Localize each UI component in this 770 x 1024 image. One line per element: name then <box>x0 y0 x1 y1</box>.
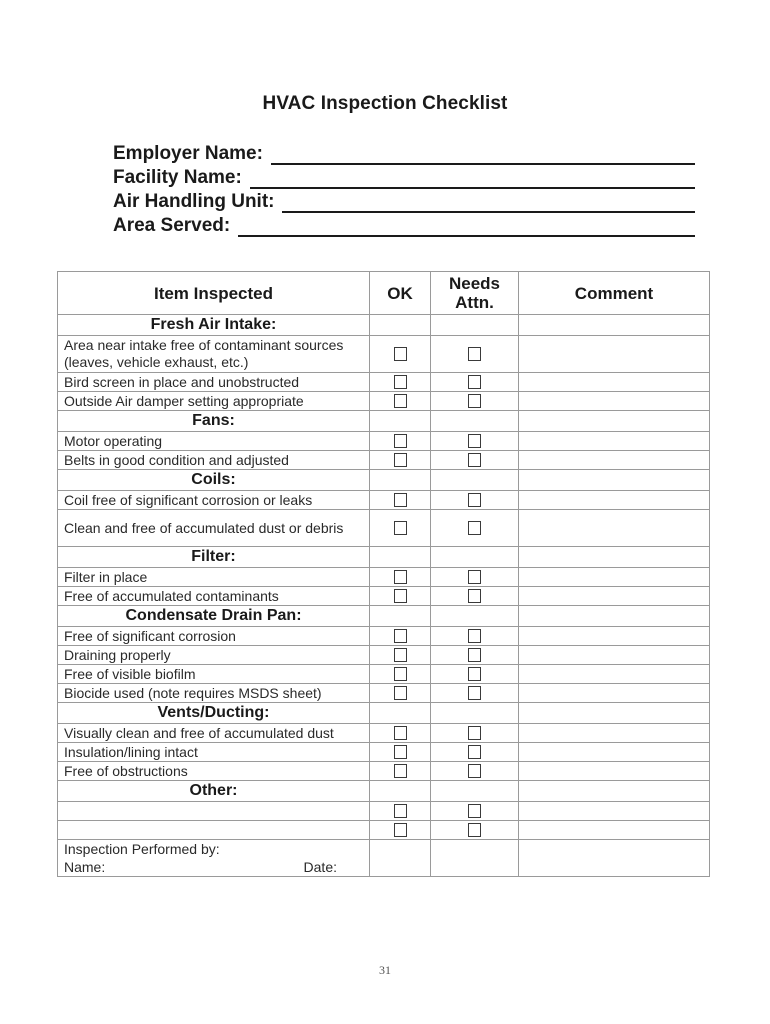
item-label: Filter in place <box>58 568 370 587</box>
ok-checkbox[interactable] <box>394 570 407 584</box>
comment-cell[interactable] <box>519 646 710 665</box>
table-body <box>58 315 710 840</box>
checklist-row <box>58 491 710 510</box>
comment-cell <box>519 411 710 432</box>
ok-cell <box>370 568 431 587</box>
comment-cell[interactable] <box>519 336 710 373</box>
ok-cell <box>370 762 431 781</box>
needs-attn-cell <box>431 451 519 470</box>
checklist-row <box>58 724 710 743</box>
item-label: Biocide used (note requires MSDS sheet) <box>58 684 370 703</box>
needs-attn-checkbox[interactable] <box>468 629 481 643</box>
checklist-row <box>58 627 710 646</box>
needs-attn-cell <box>431 724 519 743</box>
empty-cell <box>431 411 519 432</box>
checklist-row <box>58 821 710 840</box>
section-title: Coils: <box>58 470 370 491</box>
comment-cell[interactable] <box>519 802 710 821</box>
empty-cell <box>370 547 431 568</box>
empty-cell <box>370 703 431 724</box>
needs-attn-checkbox[interactable] <box>468 394 481 408</box>
needs-attn-cell <box>431 802 519 821</box>
item-label: Clean and free of accumulated dust or debris <box>58 510 370 547</box>
ok-cell <box>370 432 431 451</box>
needs-attn-cell <box>431 432 519 451</box>
ok-cell <box>370 646 431 665</box>
needs-attn-checkbox[interactable] <box>468 764 481 778</box>
needs-attn-checkbox[interactable] <box>468 453 481 467</box>
item-label: Outside Air damper setting appropriate <box>58 392 370 411</box>
section-row <box>58 547 710 568</box>
footer-row <box>58 840 710 877</box>
comment-cell[interactable] <box>519 451 710 470</box>
inspection-performed-by-label: Inspection Performed by: <box>64 841 220 857</box>
comment-cell[interactable] <box>519 743 710 762</box>
needs-attn-checkbox[interactable] <box>468 570 481 584</box>
needs-attn-cell <box>431 743 519 762</box>
item-label <box>58 802 370 821</box>
needs-attn-checkbox[interactable] <box>468 726 481 740</box>
field-line[interactable] <box>282 193 695 213</box>
checklist-row <box>58 510 710 547</box>
item-label: Free of significant corrosion <box>58 627 370 646</box>
empty-cell <box>431 781 519 802</box>
section-row <box>58 781 710 802</box>
checklist-row <box>58 568 710 587</box>
field-line[interactable] <box>250 169 695 189</box>
inspection-table <box>57 271 710 877</box>
name-date-line <box>64 858 369 876</box>
comment-cell[interactable] <box>519 491 710 510</box>
field-label: Facility Name: <box>113 167 242 188</box>
checklist-row <box>58 373 710 392</box>
header-fields <box>113 141 695 237</box>
ok-cell <box>370 724 431 743</box>
needs-attn-checkbox[interactable] <box>468 493 481 507</box>
ok-cell <box>370 392 431 411</box>
needs-attn-cell <box>431 762 519 781</box>
employer-name-field[interactable] <box>113 141 695 165</box>
footer-ok-cell <box>370 840 431 877</box>
ok-checkbox[interactable] <box>394 823 407 837</box>
ok-checkbox[interactable] <box>394 453 407 467</box>
needs-attn-checkbox[interactable] <box>468 745 481 759</box>
needs-attn-checkbox[interactable] <box>468 648 481 662</box>
name-label: Name: <box>64 859 106 875</box>
section-row <box>58 411 710 432</box>
comment-cell <box>519 315 710 336</box>
ok-cell <box>370 587 431 606</box>
needs-attn-checkbox[interactable] <box>468 667 481 681</box>
checklist-row <box>58 743 710 762</box>
comment-cell[interactable] <box>519 587 710 606</box>
ok-cell <box>370 802 431 821</box>
section-title: Vents/Ducting: <box>58 703 370 724</box>
needs-attn-checkbox[interactable] <box>468 589 481 603</box>
ok-checkbox[interactable] <box>394 745 407 759</box>
needs-attn-header-line1: Needs <box>448 274 501 293</box>
ok-checkbox[interactable] <box>394 726 407 740</box>
ok-cell <box>370 627 431 646</box>
comment-cell[interactable] <box>519 627 710 646</box>
ok-checkbox[interactable] <box>394 686 407 700</box>
comment-cell <box>519 470 710 491</box>
ok-cell <box>370 821 431 840</box>
comment-cell[interactable] <box>519 665 710 684</box>
needs-attn-cell <box>431 491 519 510</box>
ok-checkbox[interactable] <box>394 434 407 448</box>
comment-cell[interactable] <box>519 568 710 587</box>
empty-cell <box>431 606 519 627</box>
ok-checkbox[interactable] <box>394 804 407 818</box>
comment-cell <box>519 781 710 802</box>
item-label: Area near intake free of contaminant sources (leaves, vehicle exhaust, etc.) <box>58 336 370 373</box>
comment-cell <box>519 703 710 724</box>
needs-attn-cell <box>431 665 519 684</box>
item-label: Bird screen in place and unobstructed <box>58 373 370 392</box>
needs-attn-header <box>431 272 519 315</box>
item-label: Belts in good condition and adjusted <box>58 451 370 470</box>
needs-attn-cell <box>431 373 519 392</box>
footer-needs-cell <box>431 840 519 877</box>
ok-checkbox[interactable] <box>394 394 407 408</box>
empty-cell <box>370 315 431 336</box>
checklist-row <box>58 587 710 606</box>
checklist-row <box>58 802 710 821</box>
comment-cell[interactable] <box>519 432 710 451</box>
ok-cell <box>370 336 431 373</box>
comment-cell[interactable] <box>519 724 710 743</box>
page-number: 31 <box>379 963 391 977</box>
ok-cell <box>370 684 431 703</box>
ok-cell <box>370 491 431 510</box>
needs-attn-cell <box>431 336 519 373</box>
needs-attn-checkbox[interactable] <box>468 686 481 700</box>
empty-cell <box>370 781 431 802</box>
facility-name-field[interactable] <box>113 165 695 189</box>
section-row <box>58 315 710 336</box>
item-label <box>58 821 370 840</box>
section-title: Other: <box>58 781 370 802</box>
empty-cell <box>370 470 431 491</box>
checklist-row <box>58 665 710 684</box>
field-label: Employer Name: <box>113 143 263 164</box>
comment-cell[interactable] <box>519 392 710 411</box>
checklist-row <box>58 432 710 451</box>
ok-checkbox[interactable] <box>394 764 407 778</box>
ok-checkbox[interactable] <box>394 521 407 535</box>
empty-cell <box>370 606 431 627</box>
page-title: HVAC Inspection Checklist <box>262 93 508 114</box>
section-row <box>58 606 710 627</box>
ok-cell <box>370 373 431 392</box>
table-header-row <box>58 272 710 315</box>
date-label: Date: <box>303 859 337 875</box>
needs-attn-cell <box>431 587 519 606</box>
needs-attn-checkbox[interactable] <box>468 823 481 837</box>
item-label: Free of visible biofilm <box>58 665 370 684</box>
section-title: Fresh Air Intake: <box>58 315 370 336</box>
ok-checkbox[interactable] <box>394 347 407 361</box>
needs-attn-cell <box>431 646 519 665</box>
comment-cell[interactable] <box>519 510 710 547</box>
ok-cell <box>370 510 431 547</box>
item-inspected-header: Item Inspected <box>58 272 370 315</box>
item-label: Insulation/lining intact <box>58 743 370 762</box>
item-label: Free of obstructions <box>58 762 370 781</box>
empty-cell <box>431 703 519 724</box>
item-label: Coil free of significant corrosion or leaks <box>58 491 370 510</box>
needs-attn-checkbox[interactable] <box>468 804 481 818</box>
empty-cell <box>431 547 519 568</box>
section-title: Filter: <box>58 547 370 568</box>
air-handling-unit-field[interactable] <box>113 189 695 213</box>
needs-attn-header-line2: Attn. <box>455 293 494 312</box>
item-label: Draining properly <box>58 646 370 665</box>
needs-attn-checkbox[interactable] <box>468 434 481 448</box>
ok-checkbox[interactable] <box>394 667 407 681</box>
footer-cell <box>58 840 370 877</box>
ok-checkbox[interactable] <box>394 493 407 507</box>
ok-checkbox[interactable] <box>394 375 407 389</box>
ok-header: OK <box>370 272 431 315</box>
needs-attn-cell <box>431 627 519 646</box>
item-label: Motor operating <box>58 432 370 451</box>
checklist-row <box>58 762 710 781</box>
checklist-row <box>58 392 710 411</box>
section-row <box>58 470 710 491</box>
needs-attn-cell <box>431 392 519 411</box>
checklist-row <box>58 646 710 665</box>
section-row <box>58 703 710 724</box>
empty-cell <box>431 470 519 491</box>
comment-cell[interactable] <box>519 821 710 840</box>
ok-checkbox[interactable] <box>394 629 407 643</box>
ok-checkbox[interactable] <box>394 648 407 662</box>
checklist-row <box>58 684 710 703</box>
needs-attn-checkbox[interactable] <box>468 375 481 389</box>
empty-cell <box>431 315 519 336</box>
field-label: Air Handling Unit: <box>113 191 275 212</box>
comment-cell[interactable] <box>519 684 710 703</box>
comment-cell <box>519 547 710 568</box>
needs-attn-cell <box>431 510 519 547</box>
comment-cell[interactable] <box>519 762 710 781</box>
comment-header: Comment <box>519 272 710 315</box>
field-line[interactable] <box>271 145 695 165</box>
field-line[interactable] <box>238 217 695 237</box>
checklist-row <box>58 336 710 373</box>
empty-cell <box>370 411 431 432</box>
comment-cell[interactable] <box>519 373 710 392</box>
needs-attn-cell <box>431 568 519 587</box>
item-label: Free of accumulated contaminants <box>58 587 370 606</box>
needs-attn-checkbox[interactable] <box>468 347 481 361</box>
section-title: Fans: <box>58 411 370 432</box>
checklist-row <box>58 451 710 470</box>
comment-cell <box>519 606 710 627</box>
area-served-field[interactable] <box>113 213 695 237</box>
field-label: Area Served: <box>113 215 231 236</box>
needs-attn-cell <box>431 821 519 840</box>
ok-checkbox[interactable] <box>394 589 407 603</box>
needs-attn-checkbox[interactable] <box>468 521 481 535</box>
ok-cell <box>370 665 431 684</box>
ok-cell <box>370 451 431 470</box>
needs-attn-cell <box>431 684 519 703</box>
footer-comment-cell[interactable] <box>519 840 710 877</box>
ok-cell <box>370 743 431 762</box>
item-label: Visually clean and free of accumulated dust <box>58 724 370 743</box>
section-title: Condensate Drain Pan: <box>58 606 370 627</box>
